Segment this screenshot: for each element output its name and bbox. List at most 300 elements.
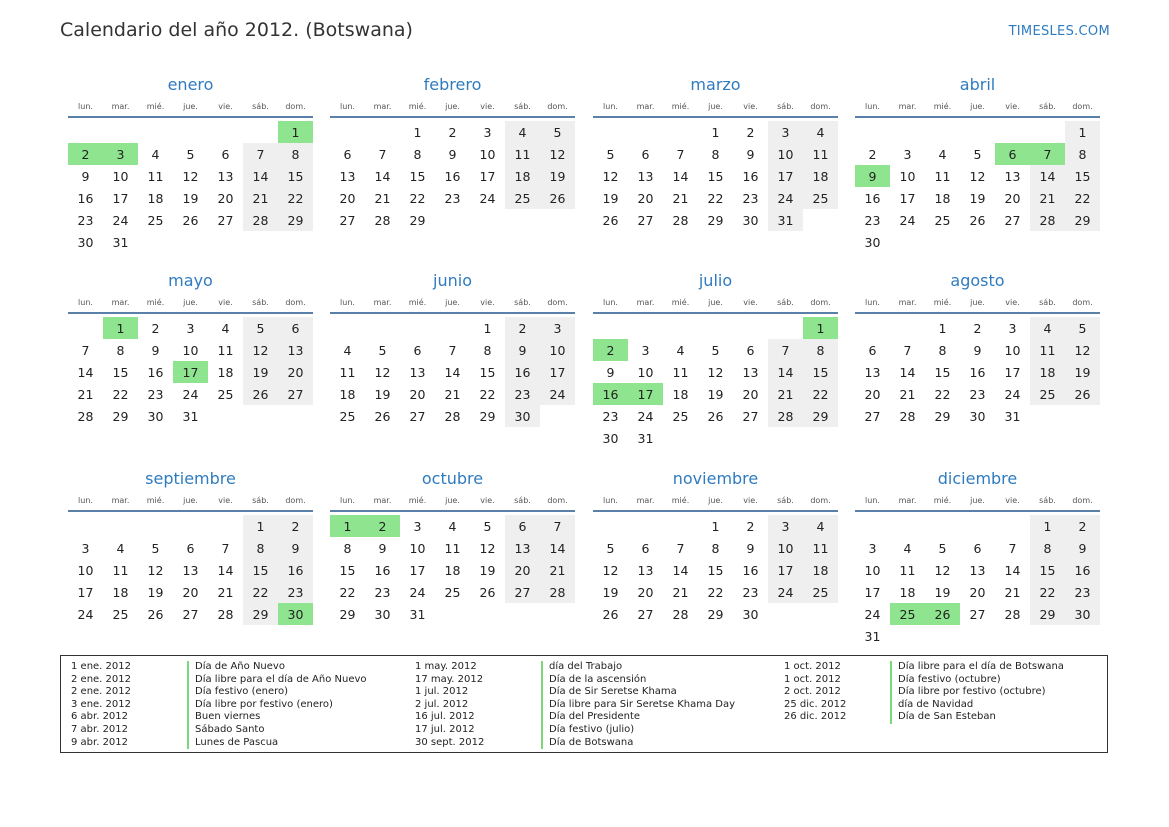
weekday-label: jue. — [708, 496, 723, 505]
day-cell: 22 — [1065, 187, 1100, 209]
day-cell: 18 — [672, 386, 689, 402]
day-cell: 15 — [243, 559, 278, 581]
day-cell: 15 — [112, 364, 129, 380]
holiday-day-cell: 7 — [1030, 143, 1065, 165]
day-cell: 6 — [973, 540, 982, 556]
day-cell: 18 — [217, 364, 234, 380]
day-cell: 20 — [409, 386, 426, 402]
day-cell: 14 — [444, 364, 461, 380]
day-cell: 22 — [112, 386, 129, 402]
legend-names-3 — [890, 661, 1064, 724]
weekday-label: mar. — [373, 102, 392, 111]
empty-cell — [138, 515, 173, 537]
day-cell: 20 — [339, 190, 356, 206]
day-cell: 30 — [602, 430, 619, 446]
legend-holiday-name: Día de la ascensión — [541, 674, 735, 687]
day-cell: 30 — [1065, 603, 1100, 625]
day-cell: 5 — [606, 540, 615, 556]
weekday-header — [593, 294, 838, 314]
day-cell: 26 — [479, 584, 496, 600]
day-cell: 11 — [803, 143, 838, 165]
legend-holiday-name: Día festivo (octubre) — [890, 674, 1064, 687]
weekday-label: jue. — [970, 102, 985, 111]
day-cell: 26 — [182, 212, 199, 228]
month-name: agosto — [950, 271, 1005, 290]
weekday-label: mar. — [111, 102, 130, 111]
month-noviembre — [593, 468, 838, 625]
day-cell: 23 — [505, 383, 540, 405]
empty-cell — [435, 317, 470, 339]
day-cell: 13 — [969, 562, 986, 578]
day-cell: 23 — [1065, 581, 1100, 603]
day-cell: 20 — [969, 584, 986, 600]
legend-date: 1 oct. 2012 — [784, 661, 841, 672]
day-cell: 16 — [147, 364, 164, 380]
empty-cell — [768, 317, 803, 339]
day-cell: 14 — [899, 364, 916, 380]
day-cell: 29 — [112, 408, 129, 424]
day-cell: 27 — [637, 606, 654, 622]
day-cell: 23 — [969, 386, 986, 402]
day-cell: 21 — [243, 187, 278, 209]
day-cell: 25 — [803, 581, 838, 603]
day-cell: 2 — [973, 320, 982, 336]
day-cell: 6 — [278, 317, 313, 339]
day-grid — [855, 121, 1100, 253]
empty-cell — [173, 121, 208, 143]
day-cell: 9 — [505, 339, 540, 361]
day-cell: 18 — [339, 386, 356, 402]
day-grid — [855, 515, 1100, 647]
day-cell: 6 — [641, 146, 650, 162]
day-cell: 19 — [1065, 361, 1100, 383]
weekday-header — [330, 492, 575, 512]
day-cell: 28 — [1030, 209, 1065, 231]
weekday-label: vie. — [743, 496, 758, 505]
month-diciembre — [855, 468, 1100, 647]
day-cell: 4 — [116, 540, 125, 556]
month-name: octubre — [421, 469, 484, 488]
holiday-day-cell: 2 — [365, 515, 400, 537]
day-cell: 5 — [973, 146, 982, 162]
legend-date: 2 ene. 2012 — [71, 673, 131, 685]
day-cell: 13 — [182, 562, 199, 578]
legend-dates-1 — [71, 661, 131, 749]
day-cell: 25 — [217, 386, 234, 402]
day-cell: 13 — [217, 168, 234, 184]
month-febrero — [330, 74, 575, 231]
day-cell: 16 — [77, 190, 94, 206]
day-cell: 8 — [243, 537, 278, 559]
day-cell: 30 — [864, 234, 881, 250]
day-cell: 2 — [151, 320, 160, 336]
day-cell: 2 — [278, 515, 313, 537]
weekday-label: jue. — [445, 102, 460, 111]
day-cell: 19 — [969, 190, 986, 206]
day-cell: 19 — [934, 584, 951, 600]
day-cell: 18 — [444, 562, 461, 578]
weekday-label: lun. — [603, 102, 618, 111]
day-cell: 24 — [1004, 386, 1021, 402]
weekday-label: sáb. — [777, 102, 794, 111]
day-cell: 15 — [409, 168, 426, 184]
day-cell: 22 — [243, 581, 278, 603]
day-cell: 27 — [864, 408, 881, 424]
day-cell: 4 — [1030, 317, 1065, 339]
day-cell: 26 — [243, 383, 278, 405]
day-cell: 7 — [1008, 540, 1017, 556]
day-cell: 10 — [479, 146, 496, 162]
day-cell: 22 — [409, 190, 426, 206]
weekday-label: lun. — [78, 102, 93, 111]
day-cell: 11 — [147, 168, 164, 184]
day-cell: 21 — [77, 386, 94, 402]
weekday-label: sáb. — [777, 496, 794, 505]
day-cell: 16 — [742, 562, 759, 578]
weekday-label: lun. — [78, 496, 93, 505]
day-cell: 15 — [1030, 559, 1065, 581]
day-cell: 31 — [1004, 408, 1021, 424]
day-cell: 6 — [186, 540, 195, 556]
day-cell: 14 — [217, 562, 234, 578]
day-cell: 13 — [505, 537, 540, 559]
legend-holiday-name: día del Trabajo — [541, 661, 735, 674]
empty-cell — [208, 515, 243, 537]
day-cell: 11 — [112, 562, 129, 578]
day-cell: 19 — [602, 584, 619, 600]
day-cell: 7 — [676, 540, 685, 556]
legend-date: 1 jul. 2012 — [415, 686, 469, 698]
holiday-day-cell: 3 — [103, 143, 138, 165]
day-cell: 8 — [413, 146, 422, 162]
day-cell: 7 — [540, 515, 575, 537]
holiday-day-cell: 26 — [925, 603, 960, 625]
empty-cell — [400, 317, 435, 339]
day-cell: 3 — [483, 124, 492, 140]
day-cell: 10 — [409, 540, 426, 556]
day-cell: 31 — [637, 430, 654, 446]
weekday-label: mié. — [671, 102, 690, 111]
day-grid — [593, 515, 838, 625]
day-cell: 9 — [448, 146, 457, 162]
day-cell: 11 — [1030, 339, 1065, 361]
day-cell: 24 — [540, 383, 575, 405]
day-cell: 30 — [742, 212, 759, 228]
day-cell: 16 — [505, 361, 540, 383]
day-cell: 30 — [374, 606, 391, 622]
day-cell: 5 — [540, 121, 575, 143]
day-cell: 12 — [540, 143, 575, 165]
day-cell: 28 — [768, 405, 803, 427]
month-junio — [330, 270, 575, 427]
day-cell: 29 — [707, 606, 724, 622]
day-cell: 11 — [444, 540, 461, 556]
day-grid — [330, 121, 575, 231]
weekday-label: vie. — [743, 102, 758, 111]
day-cell: 21 — [899, 386, 916, 402]
empty-cell — [68, 121, 103, 143]
holiday-day-cell: 25 — [890, 603, 925, 625]
day-cell: 3 — [1008, 320, 1017, 336]
holiday-day-cell: 17 — [628, 383, 663, 405]
holiday-day-cell: 9 — [855, 165, 890, 187]
day-cell: 5 — [711, 342, 720, 358]
month-marzo — [593, 74, 838, 231]
legend-holiday-name: Día de San Esteban — [890, 711, 1064, 724]
day-cell: 30 — [505, 405, 540, 427]
day-cell: 5 — [938, 540, 947, 556]
day-cell: 26 — [540, 187, 575, 209]
day-cell: 12 — [374, 364, 391, 380]
empty-cell — [1030, 121, 1065, 143]
day-cell: 20 — [505, 559, 540, 581]
weekday-label: sáb. — [1039, 102, 1056, 111]
weekday-label: mar. — [111, 496, 130, 505]
day-cell: 7 — [448, 342, 457, 358]
day-cell: 8 — [1030, 537, 1065, 559]
day-cell: 6 — [413, 342, 422, 358]
legend-date: 7 abr. 2012 — [71, 723, 129, 735]
empty-cell — [890, 317, 925, 339]
day-cell: 18 — [505, 165, 540, 187]
day-cell: 31 — [409, 606, 426, 622]
day-cell: 7 — [221, 540, 230, 556]
weekday-label: sáb. — [1039, 298, 1056, 307]
day-cell: 12 — [147, 562, 164, 578]
legend-date: 3 ene. 2012 — [71, 698, 131, 710]
empty-cell — [593, 515, 628, 537]
day-cell: 22 — [934, 386, 951, 402]
weekday-label: mié. — [408, 102, 427, 111]
day-cell: 13 — [1004, 168, 1021, 184]
day-cell: 16 — [1065, 559, 1100, 581]
day-cell: 18 — [803, 165, 838, 187]
weekday-label: jue. — [970, 496, 985, 505]
day-cell: 29 — [1065, 209, 1100, 231]
day-cell: 25 — [1030, 383, 1065, 405]
day-cell: 23 — [77, 212, 94, 228]
day-cell: 28 — [444, 408, 461, 424]
day-cell: 29 — [803, 405, 838, 427]
day-grid — [593, 317, 838, 449]
day-cell: 3 — [903, 146, 912, 162]
day-cell: 24 — [479, 190, 496, 206]
month-name: diciembre — [937, 469, 1018, 488]
weekday-label: dom. — [1072, 298, 1093, 307]
day-cell: 13 — [742, 364, 759, 380]
day-cell: 8 — [711, 146, 720, 162]
day-cell: 23 — [278, 581, 313, 603]
empty-cell — [925, 121, 960, 143]
day-cell: 29 — [1030, 603, 1065, 625]
month-agosto — [855, 270, 1100, 427]
day-cell: 16 — [969, 364, 986, 380]
weekday-label: sáb. — [514, 496, 531, 505]
weekday-label: vie. — [1005, 298, 1020, 307]
day-cell: 28 — [540, 581, 575, 603]
day-cell: 24 — [112, 212, 129, 228]
day-cell: 29 — [707, 212, 724, 228]
day-grid — [855, 317, 1100, 427]
day-cell: 26 — [1065, 383, 1100, 405]
legend-holiday-name: Día de Botswana — [541, 737, 735, 750]
day-grid — [68, 317, 313, 427]
day-cell: 16 — [374, 562, 391, 578]
day-cell: 17 — [540, 361, 575, 383]
day-cell: 1 — [413, 124, 422, 140]
weekday-label: mié. — [408, 496, 427, 505]
legend-date: 6 abr. 2012 — [71, 711, 129, 723]
day-cell: 21 — [540, 559, 575, 581]
empty-cell — [365, 317, 400, 339]
weekday-label: vie. — [743, 298, 758, 307]
day-cell: 5 — [1065, 317, 1100, 339]
weekday-label: lun. — [340, 102, 355, 111]
day-cell: 10 — [1004, 342, 1021, 358]
holiday-day-cell: 2 — [68, 143, 103, 165]
day-cell: 3 — [540, 317, 575, 339]
day-cell: 9 — [746, 540, 755, 556]
day-cell: 26 — [374, 408, 391, 424]
legend-date: 2 jul. 2012 — [415, 698, 469, 710]
day-cell: 11 — [899, 562, 916, 578]
day-cell: 2 — [505, 317, 540, 339]
empty-cell — [628, 317, 663, 339]
day-cell: 4 — [938, 146, 947, 162]
day-cell: 12 — [479, 540, 496, 556]
day-cell: 27 — [969, 606, 986, 622]
weekday-label: sáb. — [1039, 496, 1056, 505]
day-cell: 26 — [147, 606, 164, 622]
weekday-header — [593, 98, 838, 118]
day-cell: 8 — [1065, 143, 1100, 165]
day-cell: 29 — [278, 209, 313, 231]
day-cell: 1 — [1065, 121, 1100, 143]
weekday-label: jue. — [708, 298, 723, 307]
day-cell: 9 — [973, 342, 982, 358]
legend-date: 9 abr. 2012 — [71, 736, 129, 748]
weekday-label: sáb. — [252, 496, 269, 505]
day-cell: 10 — [182, 342, 199, 358]
day-cell: 18 — [899, 584, 916, 600]
day-cell: 23 — [742, 584, 759, 600]
empty-cell — [208, 121, 243, 143]
day-cell: 1 — [483, 320, 492, 336]
day-cell: 20 — [278, 361, 313, 383]
day-cell: 26 — [707, 408, 724, 424]
day-cell: 29 — [339, 606, 356, 622]
day-cell: 6 — [505, 515, 540, 537]
page-title: Calendario del año 2012. (Botswana) — [60, 19, 413, 41]
day-cell: 1 — [711, 518, 720, 534]
day-cell: 27 — [505, 581, 540, 603]
day-cell: 9 — [278, 537, 313, 559]
day-cell: 2 — [746, 124, 755, 140]
weekday-label: mar. — [898, 496, 917, 505]
day-cell: 5 — [243, 317, 278, 339]
day-cell: 5 — [378, 342, 387, 358]
day-cell: 15 — [1065, 165, 1100, 187]
day-cell: 14 — [243, 165, 278, 187]
holiday-day-cell: 1 — [278, 121, 313, 143]
legend-date: 26 dic. 2012 — [784, 711, 847, 723]
month-septiembre — [68, 468, 313, 625]
legend-holiday-name: Sábado Santo — [187, 724, 367, 737]
weekday-label: jue. — [183, 102, 198, 111]
day-cell: 10 — [637, 364, 654, 380]
empty-cell — [68, 317, 103, 339]
day-cell: 14 — [672, 562, 689, 578]
weekday-label: sáb. — [252, 298, 269, 307]
day-cell: 5 — [151, 540, 160, 556]
day-cell: 4 — [803, 515, 838, 537]
day-cell: 24 — [77, 606, 94, 622]
weekday-label: lun. — [603, 298, 618, 307]
weekday-label: dom. — [285, 496, 306, 505]
day-cell: 8 — [116, 342, 125, 358]
day-cell: 31 — [182, 408, 199, 424]
day-cell: 19 — [707, 386, 724, 402]
day-cell: 8 — [343, 540, 352, 556]
weekday-header — [68, 492, 313, 512]
day-cell: 12 — [602, 562, 619, 578]
day-cell: 1 — [938, 320, 947, 336]
day-cell: 24 — [637, 408, 654, 424]
day-cell: 28 — [899, 408, 916, 424]
day-cell: 21 — [1030, 187, 1065, 209]
month-abril — [855, 74, 1100, 253]
site-link[interactable]: TIMESLES.COM — [1008, 24, 1110, 39]
day-cell: 15 — [339, 562, 356, 578]
empty-cell — [733, 317, 768, 339]
day-cell: 28 — [1004, 606, 1021, 622]
holiday-day-cell: 1 — [330, 515, 365, 537]
day-cell: 16 — [444, 168, 461, 184]
day-cell: 2 — [868, 146, 877, 162]
weekday-label: mar. — [898, 298, 917, 307]
empty-cell — [68, 515, 103, 537]
day-cell: 23 — [147, 386, 164, 402]
weekday-label: mar. — [898, 102, 917, 111]
day-grid — [68, 121, 313, 253]
day-cell: 10 — [112, 168, 129, 184]
day-cell: 25 — [444, 584, 461, 600]
weekday-label: vie. — [218, 496, 233, 505]
day-cell: 20 — [637, 584, 654, 600]
day-cell: 1 — [1030, 515, 1065, 537]
day-cell: 31 — [864, 628, 881, 644]
day-cell: 9 — [746, 146, 755, 162]
weekday-header — [68, 98, 313, 118]
day-cell: 7 — [378, 146, 387, 162]
day-cell: 2 — [1065, 515, 1100, 537]
legend-date: 17 may. 2012 — [415, 673, 484, 685]
day-cell: 31 — [112, 234, 129, 250]
month-name: marzo — [690, 75, 741, 94]
weekday-label: vie. — [1005, 102, 1020, 111]
day-cell: 19 — [540, 165, 575, 187]
day-cell: 6 — [343, 146, 352, 162]
empty-cell — [698, 317, 733, 339]
day-cell: 19 — [374, 386, 391, 402]
day-cell: 9 — [151, 342, 160, 358]
day-cell: 14 — [1004, 562, 1021, 578]
day-cell: 19 — [182, 190, 199, 206]
day-cell: 12 — [969, 168, 986, 184]
weekday-label: lun. — [78, 298, 93, 307]
day-cell: 10 — [899, 168, 916, 184]
holiday-day-cell: 1 — [103, 317, 138, 339]
